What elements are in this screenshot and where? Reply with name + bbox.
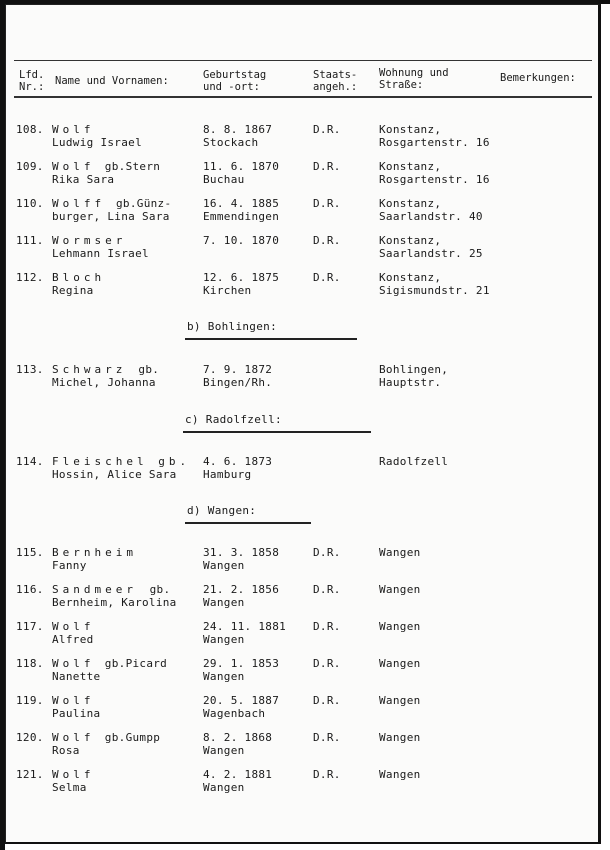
- row-first-name: Fanny: [52, 559, 87, 572]
- row-number: 119.: [16, 694, 44, 707]
- header-geburtstag: Geburtstag: [203, 69, 267, 81]
- row-birth-date: 29. 1. 1853: [203, 657, 280, 670]
- row-address-city: Wangen: [379, 583, 421, 596]
- row-surname: Sandmeer: [52, 583, 137, 596]
- row-surname: Wolf: [52, 768, 95, 781]
- row-number: 109.: [16, 160, 44, 173]
- row-maiden-name: gb.Günz-: [116, 197, 172, 210]
- row-address-city: Wangen: [379, 768, 421, 781]
- row-birth-date: 11. 6. 1870: [203, 160, 280, 173]
- row-birth-place: Kirchen: [203, 284, 252, 297]
- row-birth-place: Emmendingen: [203, 210, 280, 223]
- header-ort: und -ort:: [203, 81, 260, 93]
- row-surname: Wolf: [52, 160, 95, 173]
- row-first-name: Alfred: [52, 633, 94, 646]
- row-birth-place: Wangen: [203, 559, 245, 572]
- row-birth-date: 31. 3. 1858: [203, 546, 280, 559]
- row-first-name: Rika Sara: [52, 173, 115, 186]
- row-first-name: Rosa: [52, 744, 80, 757]
- row-surname: Wolf: [52, 123, 95, 136]
- row-birth-place: Wangen: [203, 744, 245, 757]
- row-address-city: Bohlingen,: [379, 363, 449, 376]
- header-lfd: Lfd.: [19, 69, 45, 81]
- row-citizenship: D.R.: [313, 546, 341, 559]
- header-strasse: Straße:: [379, 79, 424, 91]
- row-surname: Wolf: [52, 657, 95, 670]
- row-citizenship: D.R.: [313, 123, 341, 136]
- row-first-name: Michel, Johanna: [52, 376, 156, 389]
- row-birth-date: 12. 6. 1875: [203, 271, 280, 284]
- row-citizenship: D.R.: [313, 234, 341, 247]
- row-address-street: Hauptstr.: [379, 376, 442, 389]
- row-number: 121.: [16, 768, 44, 781]
- row-first-name: Nanette: [52, 670, 101, 683]
- row-address-city: Konstanz,: [379, 197, 442, 210]
- row-address-city: Radolfzell: [379, 455, 449, 468]
- row-maiden-name: gb.Stern: [104, 160, 161, 173]
- row-address-street: Saarlandstr. 25: [379, 247, 483, 260]
- row-citizenship: D.R.: [313, 731, 341, 744]
- row-first-name: Bernheim, Karolina: [52, 596, 177, 609]
- row-address-city: Konstanz,: [379, 271, 442, 284]
- row-birth-date: 20. 5. 1887: [203, 694, 280, 707]
- row-surname: Fleischel gb.: [52, 455, 191, 468]
- row-first-name: Lehmann Israel: [52, 247, 149, 260]
- row-address-street: Saarlandstr. 40: [379, 210, 483, 223]
- row-surname: Wolf: [52, 731, 95, 744]
- row-birth-date: 21. 2. 1856: [203, 583, 280, 596]
- row-number: 108.: [16, 123, 44, 136]
- row-birth-date: 24. 11. 1881: [203, 620, 287, 633]
- row-address-street: Rosgartenstr. 16: [379, 136, 490, 149]
- row-first-name: Hossin, Alice Sara: [52, 468, 177, 481]
- row-birth-date: 7. 9. 1872: [203, 363, 273, 376]
- row-number: 113.: [16, 363, 44, 376]
- header-top-rule: [14, 60, 592, 61]
- row-address-city: Konstanz,: [379, 123, 442, 136]
- row-birth-date: 7. 10. 1870: [203, 234, 280, 247]
- row-maiden-name: gb.Gumpp: [104, 731, 161, 744]
- row-address-city: Wangen: [379, 620, 421, 633]
- row-citizenship: D.R.: [313, 620, 341, 633]
- row-maiden-name: gb.: [149, 583, 171, 596]
- row-first-name: Paulina: [52, 707, 101, 720]
- header-staats: Staats-: [313, 69, 358, 81]
- row-citizenship: D.R.: [313, 657, 341, 670]
- row-address-street: Rosgartenstr. 16: [379, 173, 490, 186]
- row-number: 116.: [16, 583, 44, 596]
- row-first-name: Regina: [52, 284, 94, 297]
- row-address-city: Wangen: [379, 546, 421, 559]
- row-birth-place: Bingen/Rh.: [203, 376, 273, 389]
- row-address-city: Wangen: [379, 657, 421, 670]
- row-birth-place: Wangen: [203, 633, 245, 646]
- section-heading-radolfzell: c) Radolfzell:: [185, 413, 282, 426]
- row-citizenship: D.R.: [313, 583, 341, 596]
- row-first-name: Selma: [52, 781, 87, 794]
- row-birth-place: Hamburg: [203, 468, 252, 481]
- row-citizenship: D.R.: [313, 197, 341, 210]
- row-birth-place: Wangen: [203, 781, 245, 794]
- row-first-name: burger, Lina Sara: [52, 210, 170, 223]
- row-birth-place: Buchau: [203, 173, 245, 186]
- row-surname: Wormser: [52, 234, 127, 247]
- header-name: Name und Vornamen:: [55, 75, 169, 87]
- row-surname: Bloch: [52, 271, 106, 284]
- section-heading-wangen: d) Wangen:: [187, 504, 257, 517]
- row-birth-place: Wagenbach: [203, 707, 266, 720]
- header-wohnung: Wohnung und: [379, 67, 449, 79]
- row-birth-date: 8. 8. 1867: [203, 123, 273, 136]
- section-heading-bohlingen: b) Bohlingen:: [187, 320, 277, 333]
- row-birth-date: 16. 4. 1885: [203, 197, 280, 210]
- row-address-city: Wangen: [379, 731, 421, 744]
- row-citizenship: D.R.: [313, 271, 341, 284]
- header-bottom-rule: [14, 96, 592, 98]
- row-birth-place: Wangen: [203, 670, 245, 683]
- row-address-city: Konstanz,: [379, 234, 442, 247]
- section-underline-wangen: [185, 522, 311, 524]
- row-surname: Wolf: [52, 694, 95, 707]
- row-birth-place: Stockach: [203, 136, 259, 149]
- row-maiden-name: gb.Picard: [104, 657, 168, 670]
- row-address-city: Konstanz,: [379, 160, 442, 173]
- section-underline-bohlingen: [185, 338, 357, 340]
- row-birth-date: 4. 6. 1873: [203, 455, 273, 468]
- header-angeh: angeh.:: [313, 81, 358, 93]
- row-citizenship: D.R.: [313, 694, 341, 707]
- row-number: 110.: [16, 197, 44, 210]
- row-surname: Bernheim: [52, 546, 137, 559]
- row-address-street: Sigismundstr. 21: [379, 284, 490, 297]
- row-number: 111.: [16, 234, 44, 247]
- row-citizenship: D.R.: [313, 768, 341, 781]
- row-surname: Schwarz: [52, 363, 127, 376]
- row-surname: Wolff: [52, 197, 106, 210]
- row-number: 112.: [16, 271, 44, 284]
- row-citizenship: D.R.: [313, 160, 341, 173]
- row-number: 118.: [16, 657, 44, 670]
- row-first-name: Ludwig Israel: [52, 136, 142, 149]
- row-number: 117.: [16, 620, 44, 633]
- header-nr: Nr.:: [19, 81, 45, 93]
- row-surname: Wolf: [52, 620, 95, 633]
- row-number: 115.: [16, 546, 44, 559]
- section-underline-radolfzell: [183, 431, 371, 433]
- row-birth-date: 8. 2. 1868: [203, 731, 273, 744]
- row-maiden-name: gb.: [138, 363, 160, 376]
- row-birth-date: 4. 2. 1881: [203, 768, 273, 781]
- row-birth-place: Wangen: [203, 596, 245, 609]
- row-number: 120.: [16, 731, 44, 744]
- row-number: 114.: [16, 455, 44, 468]
- row-address-city: Wangen: [379, 694, 421, 707]
- header-bemerkungen: Bemerkungen:: [500, 72, 576, 84]
